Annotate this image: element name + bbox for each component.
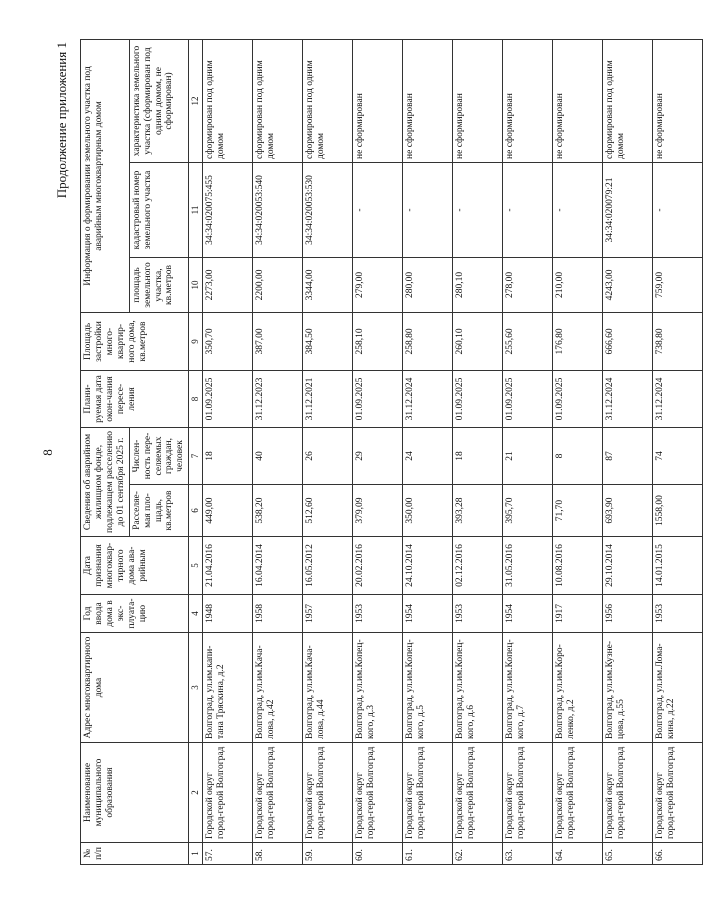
header-resettled-area: Расселяе-мая пло-щадь, кв.метров xyxy=(129,485,189,537)
characteristic-cell: сформирован под одним домом xyxy=(252,39,302,162)
year-cell: 1954 xyxy=(402,595,452,633)
characteristic-cell: не сформирован xyxy=(652,39,702,162)
residents-cell: 74 xyxy=(652,427,702,484)
planned-date-cell: 31.12.2024 xyxy=(402,370,452,427)
municipality-cell: Городской округ город-герой Волгоград xyxy=(552,743,602,843)
recognition-date-cell: 14.01.2015 xyxy=(652,537,702,595)
year-cell: 1953 xyxy=(452,595,502,633)
planned-date-cell: 31.12.2024 xyxy=(602,370,652,427)
resettled-area-cell: 71,70 xyxy=(552,485,602,537)
characteristic-cell: сформирован под одним домом xyxy=(302,39,352,162)
characteristic-cell: не сформирован xyxy=(402,39,452,162)
column-number: 10 xyxy=(189,257,202,312)
column-number: 5 xyxy=(189,537,202,595)
table-row xyxy=(652,39,702,864)
municipality-cell: Городской округ город-герой Волгоград xyxy=(402,743,452,843)
table-row xyxy=(202,39,252,864)
municipality-cell: Городской округ город-герой Волгоград xyxy=(652,743,702,843)
year-cell: 1956 xyxy=(602,595,652,633)
row-number: 66. xyxy=(652,843,702,865)
cadastral-cell: 34:34:020053:530 xyxy=(302,162,352,257)
column-number: 9 xyxy=(189,312,202,370)
resettled-area-cell: 512,60 xyxy=(302,485,352,537)
year-cell: 1917 xyxy=(552,595,602,633)
recognition-date-cell: 21.04.2016 xyxy=(202,537,252,595)
residents-cell: 87 xyxy=(602,427,652,484)
header-municipality: Наименование муниципального образования xyxy=(81,743,189,843)
column-number: 12 xyxy=(189,39,202,162)
recognition-date-cell: 20.02.2016 xyxy=(352,537,402,595)
header-row xyxy=(81,39,130,864)
planned-date-cell: 01.09.2025 xyxy=(352,370,402,427)
resettled-area-cell: 350,00 xyxy=(402,485,452,537)
recognition-date-cell: 31.05.2016 xyxy=(502,537,552,595)
row-number: 64. xyxy=(552,843,602,865)
cadastral-cell: 34:34:020053:540 xyxy=(252,162,302,257)
housing-table xyxy=(80,39,703,865)
header-residents: Числен-ность пере-селяемых граждан, человек xyxy=(129,427,189,484)
year-cell: 1954 xyxy=(502,595,552,633)
cadastral-cell: - xyxy=(402,162,452,257)
row-number: 63. xyxy=(502,843,552,865)
address-cell: Волгоград, ул.им.Копец-кого, д.6 xyxy=(452,633,502,743)
column-number: 11 xyxy=(189,162,202,257)
address-cell: Волгоград, ул.им.Коро-ленко, д.2 xyxy=(552,633,602,743)
residents-cell: 21 xyxy=(502,427,552,484)
residents-cell: 18 xyxy=(202,427,252,484)
land-area-cell: 4243,00 xyxy=(602,257,652,312)
table-row xyxy=(402,39,452,864)
column-number: 7 xyxy=(189,427,202,484)
recognition-date-cell: 16.04.2014 xyxy=(252,537,302,595)
planned-date-cell: 31.12.2021 xyxy=(302,370,352,427)
land-area-cell: 278,00 xyxy=(502,257,552,312)
characteristic-cell: не сформирован xyxy=(502,39,552,162)
column-number: 8 xyxy=(189,370,202,427)
header-year: Год ввода дома в экс-плуата-цию xyxy=(81,595,189,633)
column-number-row xyxy=(189,39,202,864)
recognition-date-cell: 02.12.2016 xyxy=(452,537,502,595)
land-area-cell: 2200,00 xyxy=(252,257,302,312)
address-cell: Волгоград, ул.им.Лома-кина, д.22 xyxy=(652,633,702,743)
characteristic-cell: не сформирован xyxy=(452,39,502,162)
cadastral-cell: 34:34:020075:455 xyxy=(202,162,252,257)
column-number: 6 xyxy=(189,485,202,537)
built-area-cell: 176,80 xyxy=(552,312,602,370)
resettled-area-cell: 449,00 xyxy=(202,485,252,537)
planned-date-cell: 01.09.2025 xyxy=(502,370,552,427)
table-row xyxy=(302,39,352,864)
header-characteristic: характеристика земельного участка (сформирован под одним домом, не сформирован) xyxy=(129,39,189,162)
residents-cell: 29 xyxy=(352,427,402,484)
residents-cell: 40 xyxy=(252,427,302,484)
residents-cell: 18 xyxy=(452,427,502,484)
table-row xyxy=(502,39,552,864)
resettled-area-cell: 538,20 xyxy=(252,485,302,537)
address-cell: Волгоград, ул.им.Кача-лова, д.44 xyxy=(302,633,352,743)
recognition-date-cell: 16.05.2012 xyxy=(302,537,352,595)
land-area-cell: 2273,00 xyxy=(202,257,252,312)
land-area-cell: 3344,00 xyxy=(302,257,352,312)
recognition-date-cell: 10.08.2016 xyxy=(552,537,602,595)
row-number: 60. xyxy=(352,843,402,865)
built-area-cell: 666,60 xyxy=(602,312,652,370)
land-area-cell: 280,00 xyxy=(402,257,452,312)
planned-date-cell: 01.09.2025 xyxy=(202,370,252,427)
built-area-cell: 738,80 xyxy=(652,312,702,370)
planned-date-cell: 31.12.2023 xyxy=(252,370,302,427)
characteristic-cell: не сформирован xyxy=(552,39,602,162)
page-number: 8 xyxy=(40,449,55,456)
row-number: 61. xyxy=(402,843,452,865)
built-area-cell: 384,50 xyxy=(302,312,352,370)
header-cadastral: кадастровый номер земельного участка xyxy=(129,162,189,257)
land-area-cell: 210,00 xyxy=(552,257,602,312)
cadastral-cell: - xyxy=(652,162,702,257)
year-cell: 1953 xyxy=(652,595,702,633)
municipality-cell: Городской округ город-герой Волгоград xyxy=(602,743,652,843)
planned-date-cell: 31.12.2024 xyxy=(652,370,702,427)
table-row xyxy=(452,39,502,864)
resettled-area-cell: 379,09 xyxy=(352,485,402,537)
built-area-cell: 258,10 xyxy=(352,312,402,370)
municipality-cell: Городской округ город-герой Волгоград xyxy=(302,743,352,843)
row-number: 62. xyxy=(452,843,502,865)
municipality-cell: Городской округ город-герой Волгоград xyxy=(452,743,502,843)
header-housing-group: Сведения об аварийном жилищном фонде, подлежащем расселению до 01 сентября 2025 г. xyxy=(81,427,130,536)
cadastral-cell: - xyxy=(352,162,402,257)
cadastral-cell: - xyxy=(552,162,602,257)
address-cell: Волгоград, ул.им.Копец-кого, д.3 xyxy=(352,633,402,743)
characteristic-cell: сформирован под одним домом xyxy=(602,39,652,162)
address-cell: Волгоград, ул.им.Копец-кого, д.5 xyxy=(402,633,452,743)
address-cell: Волгоград, ул.им.капи-тана Тряскина, д.2 xyxy=(202,633,252,743)
column-number: 3 xyxy=(189,633,202,743)
built-area-cell: 387,00 xyxy=(252,312,302,370)
header-land-group: Информация о формировании земельного участка под аварийным многоквартирным домом xyxy=(81,39,130,312)
municipality-cell: Городской округ город-герой Волгоград xyxy=(502,743,552,843)
header-planned-date: Плани-руемая дата окон-чания пересе-ления xyxy=(81,370,189,427)
residents-cell: 24 xyxy=(402,427,452,484)
recognition-date-cell: 24.10.2014 xyxy=(402,537,452,595)
row-number: 59. xyxy=(302,843,352,865)
resettled-area-cell: 693,90 xyxy=(602,485,652,537)
municipality-cell: Городской округ город-герой Волгоград xyxy=(252,743,302,843)
header-address: Адрес многоквартирного дома xyxy=(81,633,189,743)
column-number: 4 xyxy=(189,595,202,633)
characteristic-cell: сформирован под одним домом xyxy=(202,39,252,162)
planned-date-cell: 01.09.2025 xyxy=(452,370,502,427)
row-number: 57. xyxy=(202,843,252,865)
header-recognition-date: Дата признания многоквар-тирного дома ава-рийным xyxy=(81,537,189,595)
resettled-area-cell: 393,28 xyxy=(452,485,502,537)
address-cell: Волгоград, ул.им.Кузне-цова, д.55 xyxy=(602,633,652,743)
cadastral-cell: 34:34:020079:21 xyxy=(602,162,652,257)
land-area-cell: 279,00 xyxy=(352,257,402,312)
year-cell: 1957 xyxy=(302,595,352,633)
land-area-cell: 759,00 xyxy=(652,257,702,312)
table-row xyxy=(352,39,402,864)
header-num: № п/п xyxy=(81,843,189,865)
header-land-area: площадь земельного участка, кв.метров xyxy=(129,257,189,312)
table-row xyxy=(252,39,302,864)
year-cell: 1958 xyxy=(252,595,302,633)
municipality-cell: Городской округ город-герой Волгоград xyxy=(352,743,402,843)
column-number: 1 xyxy=(189,843,202,865)
table-row xyxy=(602,39,652,864)
recognition-date-cell: 29.10.2014 xyxy=(602,537,652,595)
row-number: 58. xyxy=(252,843,302,865)
year-cell: 1953 xyxy=(352,595,402,633)
row-number: 65. xyxy=(602,843,652,865)
municipality-cell: Городской округ город-герой Волгоград xyxy=(202,743,252,843)
address-cell: Волгоград, ул.им.Копец-кого, д.7 xyxy=(502,633,552,743)
residents-cell: 8 xyxy=(552,427,602,484)
cadastral-cell: - xyxy=(502,162,552,257)
land-area-cell: 280,10 xyxy=(452,257,502,312)
residents-cell: 26 xyxy=(302,427,352,484)
address-cell: Волгоград, ул.им.Кача-лова, д.42 xyxy=(252,633,302,743)
characteristic-cell: не сформирован xyxy=(352,39,402,162)
built-area-cell: 255,60 xyxy=(502,312,552,370)
built-area-cell: 260,10 xyxy=(452,312,502,370)
column-number: 2 xyxy=(189,743,202,843)
cadastral-cell: - xyxy=(452,162,502,257)
header-built-area: Площадь застройки много-квартир-ного дома, кв.метров xyxy=(81,312,189,370)
built-area-cell: 350,70 xyxy=(202,312,252,370)
resettled-area-cell: 1558,00 xyxy=(652,485,702,537)
built-area-cell: 258,80 xyxy=(402,312,452,370)
table-body xyxy=(202,39,702,864)
resettled-area-cell: 395,70 xyxy=(502,485,552,537)
planned-date-cell: 01.09.2025 xyxy=(552,370,602,427)
table-row xyxy=(552,39,602,864)
appendix-title: Продолжение приложения 1 xyxy=(54,42,69,199)
year-cell: 1948 xyxy=(202,595,252,633)
